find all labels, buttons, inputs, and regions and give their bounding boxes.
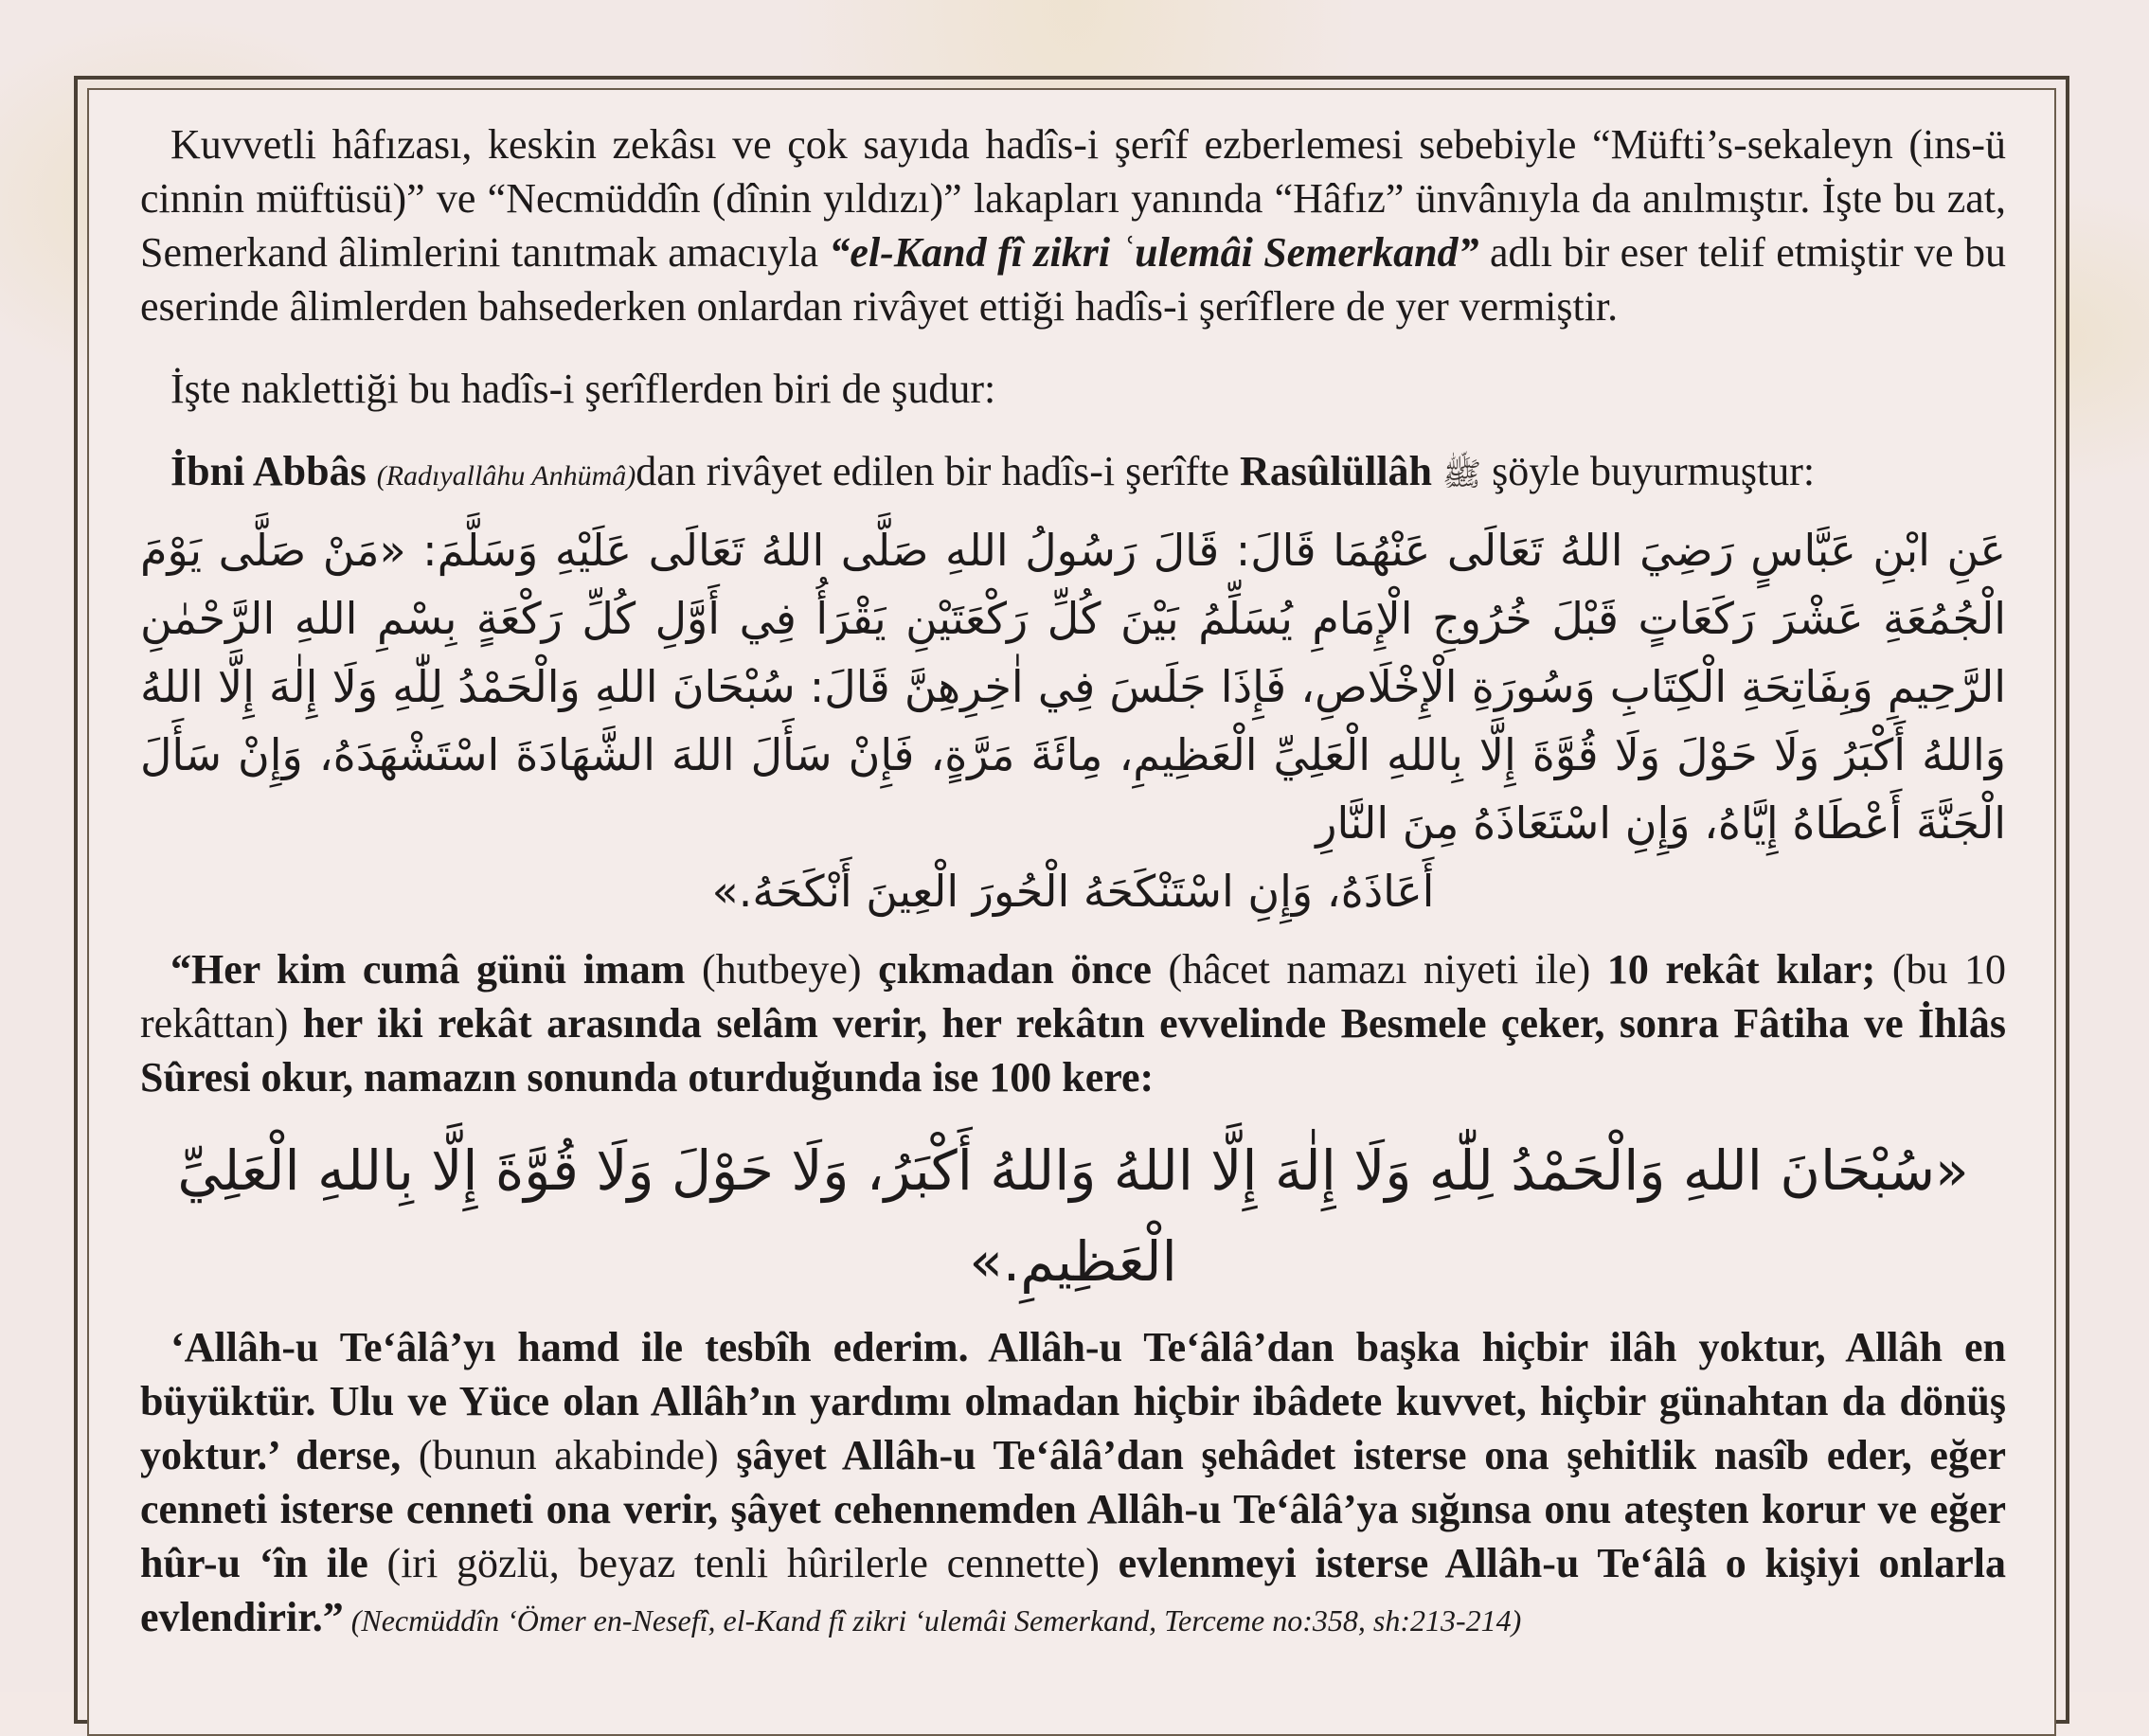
translation-bold-4: her iki rekât arasında selâm verir, her rekâtın evvelinde Besmele çeker, sonra Fâtiha ve İhlâs Sûresi okur, namazın sonunda oturduğunda ise 100 kere: xyxy=(140,1000,2007,1101)
meaning-regular-1: (bunun akabinde) xyxy=(401,1432,737,1478)
meaning-bold-1: ‘Allâh-u Te‘âlâ’yı hamd ile tesbîh ederim. Allâh-u Te‘âlâ’dan başka hiçbir ilâh yoktur, Allâh en büyüktür. Ulu ve Yüce olan Allâh’ın yardımı olmadan hiçbir ibâdete kuvvet, hiçbir günahtan da dönüş yoktur.’ derse, xyxy=(140,1324,2006,1478)
text-block xyxy=(140,117,2006,1644)
meaning-paragraph xyxy=(140,1320,2006,1644)
source-citation: (Necmüddîn ‘Ömer en-Nesefî, el-Kand fî zikri ‘ulemâi Semerkand, Terceme no:358, sh:213-214) xyxy=(343,1603,1522,1638)
translation-bold-1: “Her kim cumâ günü imam xyxy=(170,946,686,993)
arabic-tasbih: «سُبْحَانَ اللهِ وَالْحَمْدُ لِلّٰهِ وَلَا إِلٰهَ إِلَّا اللهُ وَاللهُ أَكْبَرُ، وَلَا حَوْلَ وَلَا قُوَّةَ إِلَّا بِاللهِ الْعَلِيِّ الْعَظِيمِ.» xyxy=(177,1138,1969,1294)
translation-regular-3: (bu 10 rekâttan) xyxy=(140,946,2006,1047)
translation-regular-2: (hâcet namazı niyeti ile) xyxy=(1151,946,1607,993)
narrator-name: İbni Abbâs xyxy=(170,448,367,494)
translation-regular-1: (hutbeye) xyxy=(685,946,879,993)
arabic-hadith-text: عَنِ ابْنِ عَبَّاسٍ رَضِيَ اللهُ تَعَالَى عَنْهُمَا قَالَ: قَالَ رَسُولُ اللهِ صَلَّى اللهُ تَعَالَى عَلَيْهِ وَسَلَّمَ: «مَنْ صَلَّى يَوْمَ الْجُمُعَةِ عَشْرَ رَكَعَاتٍ قَبْلَ خُرُوجِ الْإِمَامِ يُسَلِّمُ بَيْنَ كُلِّ رَكْعَتَيْنِ يَقْرَأُ فِي أَوَّلِ كُلِّ رَكْعَةٍ بِسْمِ اللهِ الرَّحْمٰنِ الرَّحِيمِ وَبِفَاتِحَةِ الْكِتَابِ وَسُورَةِ الْإِخْلَاصِ، فَإِذَا جَلَسَ فِي اٰخِرِهِنَّ قَالَ: سُبْحَانَ اللهِ وَالْحَمْدُ لِلّٰهِ وَلَا إِلٰهَ إِلَّا اللهُ وَاللهُ أَكْبَرُ وَلَا حَوْلَ وَلَا قُوَّةَ إِلَّا بِاللهِ الْعَلِيِّ الْعَظِيمِ، مِائَةَ مَرَّةٍ، فَإِنْ سَأَلَ اللهَ الشَّهَادَةَ اسْتَشْهَدَهُ، وَإِنْ سَأَلَ الْجَنَّةَ أَعْطَاهُ إِيَّاهُ، وَإِنِ اسْتَعَاذَهُ مِنَ النَّارِ xyxy=(140,525,2006,849)
meaning-bold-3: evlenmeyi isterse Allâh-u Te‘âlâ o kişiyi onlarla evlendirir.” xyxy=(140,1540,2007,1640)
translation-bold-2: çıkmadan önce xyxy=(878,946,1152,993)
narration-text-1: dan rivâyet edilen bir hadîs-i şerîfte xyxy=(636,448,1241,494)
narration-paragraph xyxy=(140,444,2006,503)
book-title: “el-Kand fî zikri ʿulemâi Semerkand” xyxy=(829,229,1479,276)
intro-text-1: Kuvvetli hâfızası, keskin zekâsı ve çok sayıda hadîs-i şerîf ezberlemesi sebebiyle “Müfti’s-sekaleyn (ins-ü cinnin müftüsü)” ve “Necmüddîn (dînin yıldızı)” lakapları yanında “Hâfız” ünvânıyla da anılmıştır. İşte bu zat, Semerkand âlimlerini tanıtmak amacıyla xyxy=(140,121,2006,276)
meaning-bold-2: şâyet Allâh-u Te‘âlâ’dan şehâdet isterse ona şehitlik nasîb eder, eğer cenneti isterse cenneti ona verir, şâyet cehennemden Allâh-u Te‘âlâ’ya sığınsa onu ateşten korur ve eğer hûr-u ‘în ile xyxy=(140,1432,2007,1586)
lead-paragraph: İşte naklettiği bu hadîs-i şerîflerden biri de şudur: xyxy=(170,366,996,412)
translation-bold-3: 10 rekât kılar; xyxy=(1606,946,1876,993)
narration-text-2: şöyle buyurmuştur: xyxy=(1481,448,1816,494)
meaning-regular-2: (iri gözlü, beyaz tenli hûrilerle cennette) xyxy=(367,1540,1119,1586)
arabic-hadith-last-line: أَعَاذَهُ، وَإِنِ اسْتَنْكَحَهُ الْحُورَ الْعِينَ أَنْكَحَهُ.» xyxy=(711,866,1435,917)
translation-paragraph xyxy=(140,942,2006,1104)
narrator-honorific: (Radıyallâhu Anhümâ) xyxy=(376,460,636,492)
prophet-name: Rasûlüllâh xyxy=(1240,448,1433,494)
intro-paragraph xyxy=(140,117,2006,333)
intro-text-2: adlı bir eser telif etmiştir ve bu eserinde âlimlerden bahsederken onlardan rivâyet ettiği hadîs-i şerîflere de yer vermiştir. xyxy=(140,229,2006,330)
salawat-glyph: ﷺ xyxy=(1442,456,1482,493)
